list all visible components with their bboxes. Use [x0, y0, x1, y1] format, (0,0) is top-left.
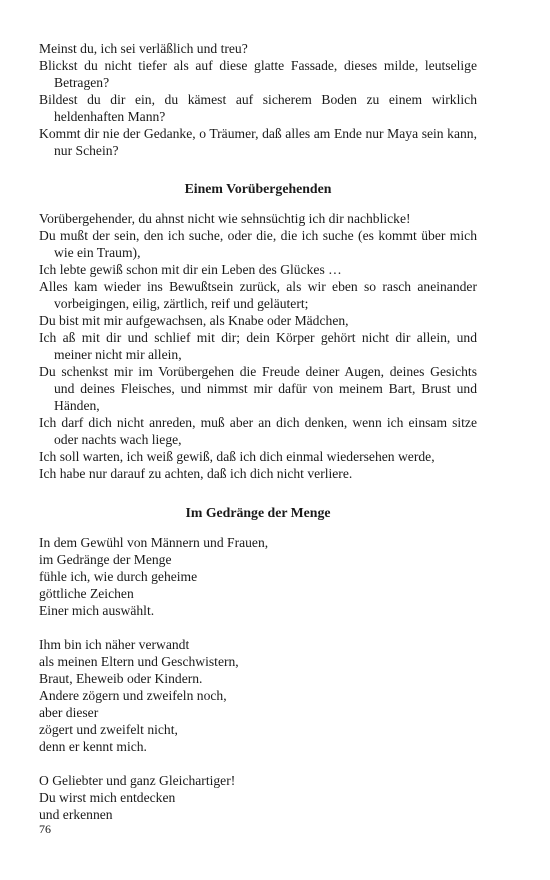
verse-line: fühle ich, wie durch geheime — [39, 569, 198, 584]
page-number: 76 — [39, 822, 51, 836]
verse-line: göttliche Zeichen — [39, 586, 134, 601]
verse-line: Ich aß mit dir und schlief mit dir; dein Körper gehört nicht dir allein, und meiner nicht mir allein, — [39, 330, 477, 362]
poem-einem-voruebergehenden — [39, 210, 477, 482]
verse-line: Einer mich auswählt. — [39, 603, 155, 618]
verse-line: Ich lebte gewiß schon mit dir ein Leben des Glückes … — [39, 262, 342, 277]
poem-continuation — [39, 40, 477, 159]
book-page — [39, 40, 477, 823]
verse-line: Ihm bin ich näher verwandt — [39, 637, 190, 652]
verse-line: Andere zögern und zweifeln noch, — [39, 688, 227, 703]
verse-line: Ich darf dich nicht anreden, muß aber an dich denken, wenn ich einsam sitze oder nachts wach liege, — [39, 415, 477, 447]
stanza — [39, 636, 477, 755]
verse-line: Meinst du, ich sei verläßlich und treu? — [39, 41, 248, 56]
verse-line: In dem Gewühl von Männern und Frauen, — [39, 535, 269, 550]
verse-line: Ich soll warten, ich weiß gewiß, daß ich dich einmal wiedersehen werde, — [39, 449, 435, 464]
verse-line: Bildest du dir ein, du kämest auf sicherem Boden zu einem wirklich heldenhaften Mann? — [39, 92, 477, 124]
verse-line: zögert und zweifelt nicht, — [39, 722, 178, 737]
poem-title-im-gedraenge-der-menge: Im Gedränge der Menge — [185, 505, 331, 520]
verse-line: Alles kam wieder ins Bewußtsein zurück, als wir eben so rasch aneinander vorbeigingen, eilig, zärtlich, reif und geläutert; — [39, 279, 477, 311]
verse-line: Blickst du nicht tiefer als auf diese glatte Fassade, dieses milde, leutselige Betragen? — [39, 58, 477, 90]
verse-line: Vorübergehender, du ahnst nicht wie sehnsüchtig ich dir nachblicke! — [39, 211, 411, 226]
verse-line: im Gedränge der Menge — [39, 552, 172, 567]
verse-line: denn er kennt mich. — [39, 739, 147, 754]
stanza — [39, 534, 477, 619]
verse-line: Braut, Eheweib oder Kindern. — [39, 671, 203, 686]
verse-line: Du schenkst mir im Vorübergehen die Freude deiner Augen, deines Gesichts und deines Fleisches, und nimmst mir dafür von meinem Bart, Brust und Händen, — [39, 364, 477, 413]
verse-line: und erkennen — [39, 807, 113, 822]
verse-line: als meinen Eltern und Geschwistern, — [39, 654, 239, 669]
verse-line: O Geliebter und ganz Gleichartiger! — [39, 773, 236, 788]
poem-title-einem-voruebergehenden: Einem Vorübergehenden — [184, 181, 332, 196]
verse-line: Du bist mit mir aufgewachsen, als Knabe oder Mädchen, — [39, 313, 349, 328]
verse-line: Ich habe nur darauf zu achten, daß ich dich nicht verliere. — [39, 466, 353, 481]
verse-line: Du mußt der sein, den ich suche, oder die, die ich suche (es kommt über mich wie ein Traum), — [39, 228, 477, 260]
verse-line: Du wirst mich entdecken — [39, 790, 176, 805]
stanza — [39, 772, 477, 823]
verse-line: aber dieser — [39, 705, 99, 720]
verse-line: Kommt dir nie der Gedanke, o Träumer, daß alles am Ende nur Maya sein kann, nur Schein? — [39, 126, 477, 158]
poem-im-gedraenge-der-menge — [39, 534, 477, 823]
